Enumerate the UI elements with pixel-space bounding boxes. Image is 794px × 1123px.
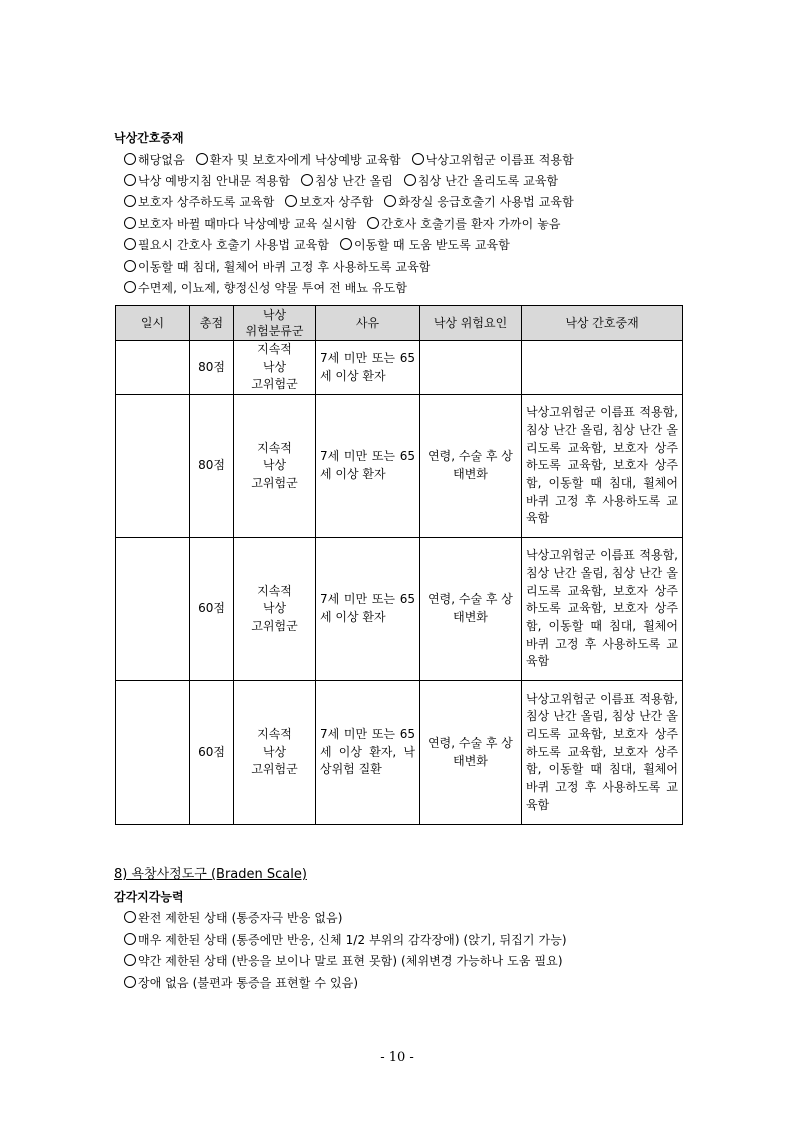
fall-assessment-table (115, 305, 683, 825)
cell-score: 60점 (190, 681, 234, 825)
checkbox-circle-icon[interactable] (196, 153, 208, 165)
radio-circle-icon[interactable] (124, 954, 136, 966)
checkbox-option[interactable]: 필요시 간호사 호출기 사용법 교육함 (124, 238, 329, 252)
radio-circle-icon[interactable] (124, 911, 136, 923)
cell-score: 80점 (190, 395, 234, 538)
nursing-option-line (124, 280, 414, 296)
checkbox-option[interactable]: 간호사 호출기를 환자 가까이 놓음 (367, 217, 560, 231)
cell-risk-group: 지속적 낙상 고위험군 (234, 395, 316, 538)
cell-risk-factor: 연령, 수술 후 상태변화 (420, 395, 522, 538)
table-row (116, 395, 683, 538)
braden-option[interactable]: 매우 제한된 상태 (통증에만 반응, 신체 1/2 부위의 감각장애) (앉기, 뒤집기 가능) (124, 932, 567, 948)
cell-intervention: 낙상고위험군 이름표 적용함, 침상 난간 올림, 침상 난간 올리도록 교육함, 보호자 상주하도록 교육함, 보호자 상주함, 이동할 때 침대, 휠체어 바퀴 고정 후 사용하도록 교육함 (522, 538, 683, 681)
cell-reason: 7세 미만 또는 65세 이상 환자 (316, 538, 420, 681)
cell-date (116, 681, 190, 825)
cell-risk-factor: 연령, 수술 후 상태변화 (420, 681, 522, 825)
cell-risk-factor: 연령, 수술 후 상태변화 (420, 538, 522, 681)
nursing-option-line (124, 259, 437, 275)
cell-intervention (522, 341, 683, 395)
nursing-option-line (124, 152, 581, 168)
checkbox-circle-icon[interactable] (285, 195, 297, 207)
table-row (116, 681, 683, 825)
radio-circle-icon[interactable] (124, 933, 136, 945)
checkbox-option[interactable]: 해당없음 (124, 153, 185, 167)
cell-score: 60점 (190, 538, 234, 681)
checkbox-circle-icon[interactable] (301, 174, 313, 186)
page-number: - 10 - (380, 1050, 414, 1065)
cell-score: 80점 (190, 341, 234, 395)
checkbox-option[interactable]: 환자 및 보호자에게 낙상예방 교육함 (196, 153, 401, 167)
checkbox-circle-icon[interactable] (384, 195, 396, 207)
checkbox-option[interactable]: 낙상고위험군 이름표 적용함 (412, 153, 574, 167)
checkbox-circle-icon[interactable] (124, 238, 136, 250)
braden-scale-title: 8) 욕창사정도구 (Braden Scale) (114, 867, 307, 882)
nursing-intervention-heading: 낙상간호중재 (114, 131, 184, 145)
checkbox-circle-icon[interactable] (412, 153, 424, 165)
checkbox-option[interactable]: 침상 난간 올림 (301, 174, 393, 188)
column-header-risk-group: 낙상 위험분류군 (234, 306, 316, 341)
braden-option[interactable]: 장애 없음 (불편과 통증을 표현할 수 있음) (124, 975, 358, 991)
column-header-score: 총점 (190, 306, 234, 341)
cell-risk-group: 지속적 낙상 고위험군 (234, 341, 316, 395)
checkbox-circle-icon[interactable] (124, 195, 136, 207)
cell-risk-group: 지속적 낙상 고위험군 (234, 538, 316, 681)
braden-option[interactable]: 완전 제한된 상태 (통증자극 반응 없음) (124, 910, 343, 926)
nursing-option-line (124, 237, 517, 253)
nursing-option-line (124, 216, 568, 232)
table-header-row (116, 306, 683, 341)
checkbox-option[interactable]: 낙상 예방지침 안내문 적용함 (124, 174, 290, 188)
column-header-risk-factor: 낙상 위험요인 (420, 306, 522, 341)
checkbox-circle-icon[interactable] (340, 238, 352, 250)
column-header-intervention: 낙상 간호중재 (522, 306, 683, 341)
nursing-option-line (124, 194, 581, 210)
checkbox-option[interactable]: 보호자 상주함 (285, 195, 373, 209)
checkbox-option[interactable]: 수면제, 이뇨제, 향정신성 약물 투여 전 배뇨 유도함 (124, 281, 407, 295)
braden-option[interactable]: 약간 제한된 상태 (반응을 보이나 말로 표현 못함) (체위변경 가능하나 도움 필요) (124, 953, 563, 969)
cell-intervention: 낙상고위험군 이름표 적용함, 침상 난간 올림, 침상 난간 올리도록 교육함, 보호자 상주하도록 교육함, 보호자 상주함, 이동할 때 침대, 휠체어 바퀴 고정 후 사용하도록 교육함 (522, 395, 683, 538)
checkbox-option[interactable]: 침상 난간 올리도록 교육함 (404, 174, 558, 188)
table-row (116, 538, 683, 681)
cell-date (116, 538, 190, 681)
sensory-perception-heading: 감각지각능력 (114, 890, 184, 904)
checkbox-option[interactable]: 보호자 상주하도록 교육함 (124, 195, 274, 209)
cell-risk-factor (420, 341, 522, 395)
cell-intervention: 낙상고위험군 이름표 적용함, 침상 난간 올림, 침상 난간 올리도록 교육함, 보호자 상주하도록 교육함, 보호자 상주함, 이동할 때 침대, 휠체어 바퀴 고정 후 사용하도록 교육함 (522, 681, 683, 825)
radio-circle-icon[interactable] (124, 976, 136, 988)
checkbox-circle-icon[interactable] (367, 217, 379, 229)
cell-date (116, 395, 190, 538)
checkbox-option[interactable]: 보호자 바뀔 때마다 낙상예방 교육 실시함 (124, 217, 356, 231)
checkbox-circle-icon[interactable] (404, 174, 416, 186)
cell-reason: 7세 미만 또는 65세 이상 환자 (316, 395, 420, 538)
checkbox-circle-icon[interactable] (124, 174, 136, 186)
cell-reason: 7세 미만 또는 65세 이상 환자, 낙상위험 질환 (316, 681, 420, 825)
checkbox-circle-icon[interactable] (124, 217, 136, 229)
checkbox-option[interactable]: 이동할 때 침대, 휠체어 바퀴 고정 후 사용하도록 교육함 (124, 260, 430, 274)
checkbox-option[interactable]: 이동할 때 도움 받도록 교육함 (340, 238, 510, 252)
table-row (116, 341, 683, 395)
checkbox-circle-icon[interactable] (124, 281, 136, 293)
column-header-reason: 사유 (316, 306, 420, 341)
checkbox-option[interactable]: 화장실 응급호출기 사용법 교육함 (384, 195, 573, 209)
cell-date (116, 341, 190, 395)
nursing-option-line (124, 173, 565, 189)
checkbox-circle-icon[interactable] (124, 260, 136, 272)
cell-risk-group: 지속적 낙상 고위험군 (234, 681, 316, 825)
column-header-date: 일시 (116, 306, 190, 341)
cell-reason: 7세 미만 또는 65세 이상 환자 (316, 341, 420, 395)
checkbox-circle-icon[interactable] (124, 153, 136, 165)
